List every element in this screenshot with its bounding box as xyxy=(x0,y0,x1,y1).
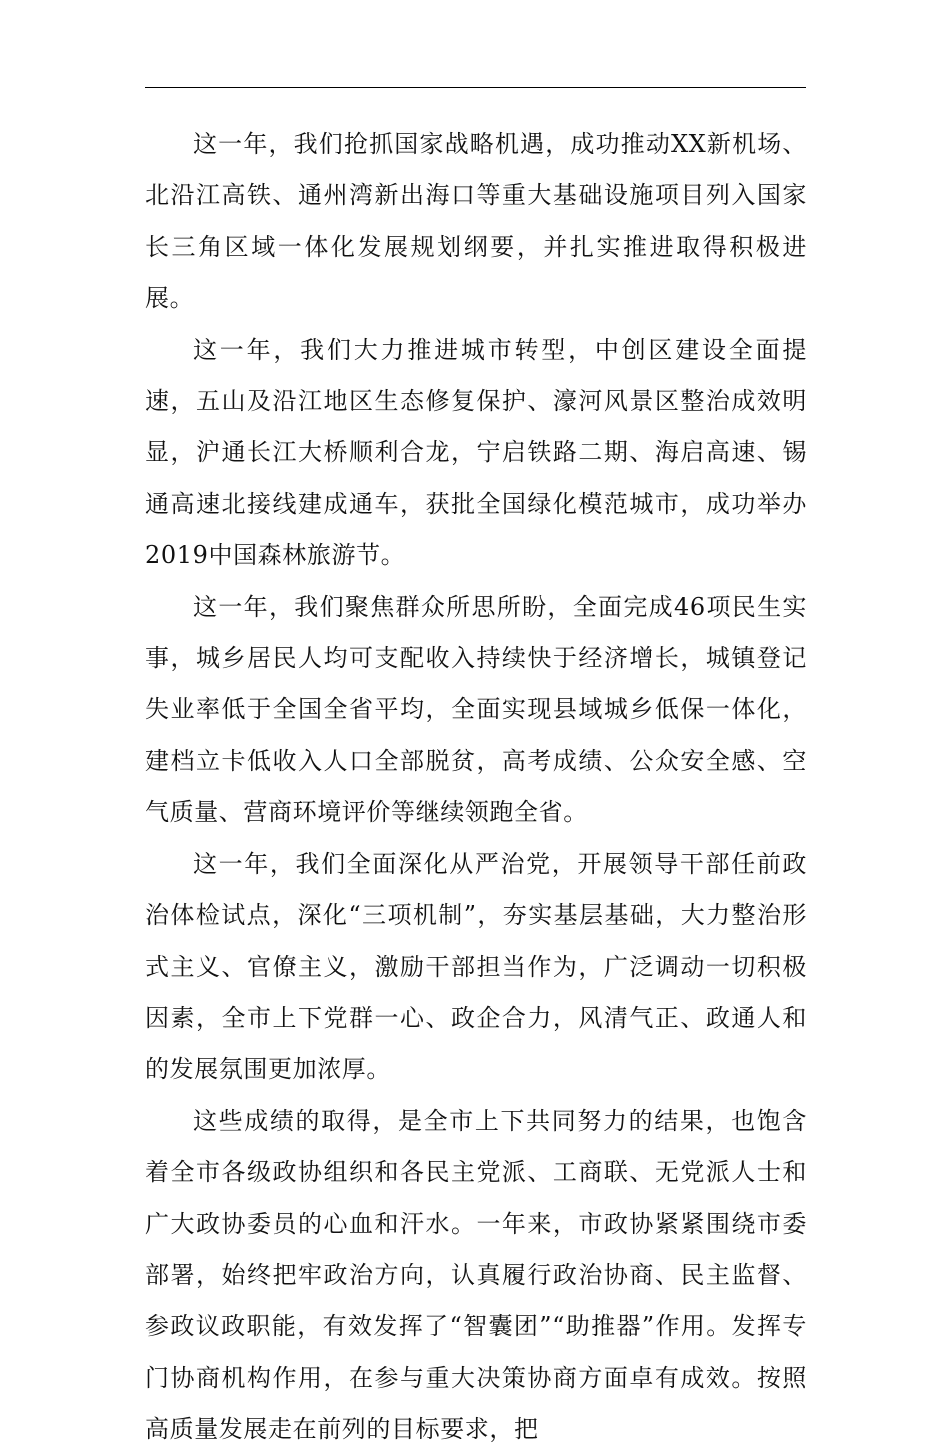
paragraph: 这一年，我们聚焦群众所思所盼，全面完成46项民生实事，城乡居民人均可支配收入持续快于经济增长，城镇登记失业率低于全国全省平均，全面实现县域城乡低保一体化，建档立卡低收入人口全部脱贫，高考成绩、公众安全感、空气质量、营商环境评价等继续领跑全省。 xyxy=(145,592,807,827)
header-rule xyxy=(145,87,806,88)
paragraph: 这一年，我们全面深化从严治党，开展领导干部任前政治体检试点，深化“三项机制”，夯实基层基础，大力整治形式主义、官僚主义，激励干部担当作为，广泛调动一切积极因素，全市上下党群一心、政企合力，风清气正、政通人和的发展氛围更加浓厚。 xyxy=(145,849,807,1084)
paragraph: 这一年，我们抢抓国家战略机遇，成功推动XX新机场、北沿江高铁、通州湾新出海口等重大基础设施项目列入国家长三角区域一体化发展规划纲要，并扎实推进取得积极进展。 xyxy=(145,130,807,313)
document-body xyxy=(145,119,807,1456)
paragraph: 这些成绩的取得，是全市上下共同努力的结果，也饱含着全市各级政协组织和各民主党派、工商联、无党派人士和广大政协委员的心血和汗水。一年来，市政协紧紧围绕市委部署，始终把牢政治方向，认真履行政治协商、民主监督、参政议政职能，有效发挥了“智囊团”“助推器”作用。发挥专门协商机构作用，在参与重大决策协商方面卓有成效。按照高质量发展走在前列的目标要求，把 xyxy=(145,1106,807,1444)
paragraph: 这一年，我们大力推进城市转型，中创区建设全面提速，五山及沿江地区生态修复保护、濠河风景区整治成效明显，沪通长江大桥顺利合龙，宁启铁路二期、海启高速、锡通高速北接线建成通车，获批全国绿化模范城市，成功举办2019中国森林旅游节。 xyxy=(145,335,807,570)
